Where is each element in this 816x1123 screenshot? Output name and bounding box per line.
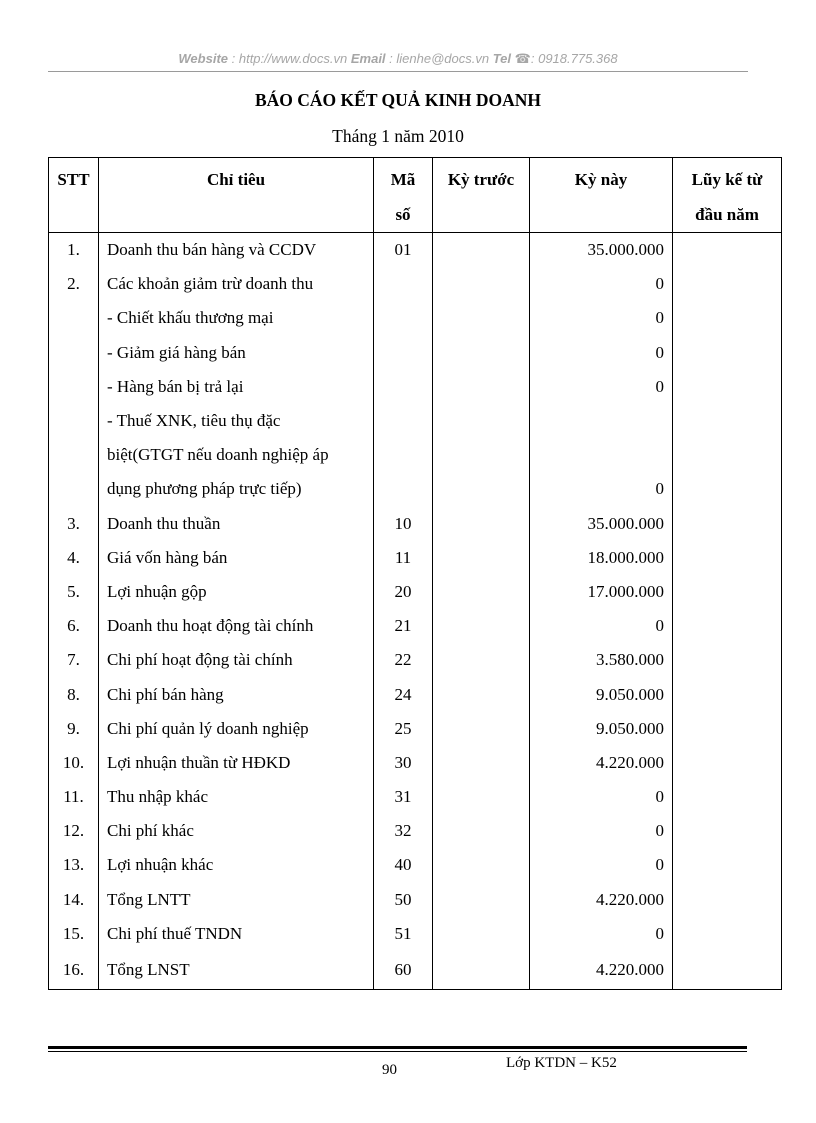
col-header-code: Mã số (374, 158, 433, 233)
table-row (49, 575, 782, 609)
row-code: 50 (374, 883, 433, 917)
row-ytd (673, 267, 782, 301)
row-code (374, 370, 433, 404)
row-item: Doanh thu hoạt động tài chính (99, 609, 374, 643)
row-prev (433, 746, 530, 780)
row-ytd (673, 780, 782, 814)
row-curr: 0 (530, 301, 673, 335)
row-stt: 4. (49, 541, 99, 575)
row-curr: 9.050.000 (530, 677, 673, 711)
table-row (49, 233, 782, 268)
row-code (374, 336, 433, 370)
table-header-row (49, 158, 782, 233)
row-item: dụng phương pháp trực tiếp) (99, 472, 374, 506)
row-curr: 35.000.000 (530, 507, 673, 541)
table-row (49, 370, 782, 404)
table-row (49, 848, 782, 882)
table-row (49, 404, 782, 438)
row-ytd (673, 746, 782, 780)
row-stt: 6. (49, 609, 99, 643)
row-item: - Hàng bán bị trả lại (99, 370, 374, 404)
row-code: 32 (374, 814, 433, 848)
row-ytd (673, 370, 782, 404)
tel-label: Tel (492, 51, 512, 66)
row-prev (433, 507, 530, 541)
row-ytd (673, 233, 782, 268)
row-ytd (673, 336, 782, 370)
website-label: Website (178, 51, 228, 66)
footer-divider (48, 1046, 747, 1049)
row-prev (433, 472, 530, 506)
row-ytd (673, 917, 782, 951)
row-code (374, 472, 433, 506)
row-curr: 0 (530, 267, 673, 301)
row-ytd (673, 438, 782, 472)
row-curr: 17.000.000 (530, 575, 673, 609)
class-label: Lớp KTDN – K52 (506, 1055, 617, 1071)
row-curr: 0 (530, 370, 673, 404)
row-code: 24 (374, 677, 433, 711)
table-row (49, 438, 782, 472)
table-row (49, 507, 782, 541)
row-item: Tổng LNST (99, 951, 374, 990)
table-row (49, 677, 782, 711)
row-stt (49, 472, 99, 506)
row-stt (49, 438, 99, 472)
table-row (49, 883, 782, 917)
row-prev (433, 370, 530, 404)
row-curr: 0 (530, 336, 673, 370)
row-ytd (673, 712, 782, 746)
row-curr (530, 438, 673, 472)
row-item: Chi phí quản lý doanh nghiệp (99, 712, 374, 746)
row-ytd (673, 575, 782, 609)
row-stt: 11. (49, 780, 99, 814)
row-prev (433, 643, 530, 677)
row-ytd (673, 301, 782, 335)
row-ytd (673, 951, 782, 990)
row-code: 01 (374, 233, 433, 268)
row-item: Thu nhập khác (99, 780, 374, 814)
row-code: 25 (374, 712, 433, 746)
report-period: Tháng 1 năm 2010 (332, 126, 464, 146)
email-label: Email (350, 51, 386, 66)
row-prev (433, 951, 530, 990)
row-ytd (673, 507, 782, 541)
row-curr: 0 (530, 472, 673, 506)
row-item: Chi phí hoạt động tài chính (99, 643, 374, 677)
row-code (374, 267, 433, 301)
row-stt: 5. (49, 575, 99, 609)
row-stt: 12. (49, 814, 99, 848)
row-stt: 8. (49, 677, 99, 711)
row-stt (49, 370, 99, 404)
row-prev (433, 541, 530, 575)
row-item: - Chiết khấu thương mại (99, 301, 374, 335)
row-stt: 14. (49, 883, 99, 917)
row-prev (433, 438, 530, 472)
table-row (49, 917, 782, 951)
row-code: 22 (374, 643, 433, 677)
row-stt (49, 301, 99, 335)
row-ytd (673, 472, 782, 506)
row-code: 20 (374, 575, 433, 609)
row-prev (433, 575, 530, 609)
row-curr: 0 (530, 609, 673, 643)
row-ytd (673, 404, 782, 438)
row-prev (433, 336, 530, 370)
website-link[interactable]: : http://www.docs.vn (231, 51, 348, 66)
row-prev (433, 233, 530, 268)
row-code: 10 (374, 507, 433, 541)
row-ytd (673, 643, 782, 677)
table-row (49, 814, 782, 848)
row-curr: 9.050.000 (530, 712, 673, 746)
row-curr: 0 (530, 780, 673, 814)
row-ytd (673, 814, 782, 848)
row-ytd (673, 677, 782, 711)
report-title: BÁO CÁO KẾT QUẢ KINH DOANH (254, 90, 542, 110)
row-item: - Thuế XNK, tiêu thụ đặc (99, 404, 374, 438)
row-code (374, 438, 433, 472)
col-header-item: Chỉ tiêu (99, 158, 374, 233)
row-item: Chi phí khác (99, 814, 374, 848)
row-stt: 3. (49, 507, 99, 541)
col-header-ytd: Lũy kế từ đầu năm (673, 158, 782, 233)
row-prev (433, 301, 530, 335)
row-stt: 1. (49, 233, 99, 268)
row-stt: 10. (49, 746, 99, 780)
row-prev (433, 917, 530, 951)
row-curr: 4.220.000 (530, 951, 673, 990)
row-prev (433, 267, 530, 301)
header-divider (48, 71, 748, 72)
page-header (48, 51, 748, 67)
row-ytd (673, 541, 782, 575)
row-stt: 13. (49, 848, 99, 882)
email-link[interactable]: : lienhe@docs.vn (389, 51, 490, 66)
col-header-stt: STT (49, 158, 99, 233)
row-stt: 16. (49, 951, 99, 990)
row-stt: 7. (49, 643, 99, 677)
row-curr: 0 (530, 814, 673, 848)
row-stt: 15. (49, 917, 99, 951)
row-curr: 18.000.000 (530, 541, 673, 575)
row-code: 60 (374, 951, 433, 990)
row-item: Lợi nhuận khác (99, 848, 374, 882)
table-row (49, 472, 782, 506)
table-row (49, 780, 782, 814)
row-stt: 2. (49, 267, 99, 301)
col-header-prev: Kỳ trước (433, 158, 530, 233)
row-item: Chi phí bán hàng (99, 677, 374, 711)
table-row (49, 336, 782, 370)
row-code (374, 404, 433, 438)
row-stt (49, 336, 99, 370)
row-item: Chi phí thuế TNDN (99, 917, 374, 951)
row-item: Lợi nhuận gộp (99, 575, 374, 609)
row-item: biệt(GTGT nếu doanh nghiệp áp (99, 438, 374, 472)
row-ytd (673, 848, 782, 882)
row-code: 30 (374, 746, 433, 780)
row-ytd (673, 609, 782, 643)
row-item: Các khoản giảm trừ doanh thu (99, 267, 374, 301)
table-row (49, 746, 782, 780)
row-code (374, 301, 433, 335)
row-curr: 0 (530, 917, 673, 951)
row-curr: 4.220.000 (530, 746, 673, 780)
row-code: 51 (374, 917, 433, 951)
row-item: Lợi nhuận thuần từ HĐKD (99, 746, 374, 780)
row-stt: 9. (49, 712, 99, 746)
row-item: Tổng LNTT (99, 883, 374, 917)
footer-divider-thin (48, 1051, 747, 1052)
row-curr: 3.580.000 (530, 643, 673, 677)
row-prev (433, 677, 530, 711)
row-curr: 0 (530, 848, 673, 882)
row-prev (433, 883, 530, 917)
table-row (49, 609, 782, 643)
row-stt (49, 404, 99, 438)
row-item: Doanh thu bán hàng và CCDV (99, 233, 374, 268)
row-ytd (673, 883, 782, 917)
phone-icon: ☎ (514, 51, 531, 66)
row-item: Giá vốn hàng bán (99, 541, 374, 575)
col-header-curr: Kỳ này (530, 158, 673, 233)
table-row (49, 643, 782, 677)
row-code: 11 (374, 541, 433, 575)
row-item: - Giảm giá hàng bán (99, 336, 374, 370)
row-curr: 35.000.000 (530, 233, 673, 268)
table-row (49, 951, 782, 990)
income-statement-table (48, 157, 782, 990)
table-row (49, 712, 782, 746)
table-row (49, 267, 782, 301)
row-prev (433, 780, 530, 814)
page-number: 90 (382, 1062, 397, 1078)
row-code: 21 (374, 609, 433, 643)
row-code: 40 (374, 848, 433, 882)
row-prev (433, 609, 530, 643)
table-row (49, 301, 782, 335)
row-prev (433, 712, 530, 746)
row-curr (530, 404, 673, 438)
tel-value: : 0918.775.368 (530, 51, 618, 66)
row-code: 31 (374, 780, 433, 814)
row-item: Doanh thu thuần (99, 507, 374, 541)
row-prev (433, 848, 530, 882)
row-prev (433, 404, 530, 438)
row-prev (433, 814, 530, 848)
table-row (49, 541, 782, 575)
row-curr: 4.220.000 (530, 883, 673, 917)
